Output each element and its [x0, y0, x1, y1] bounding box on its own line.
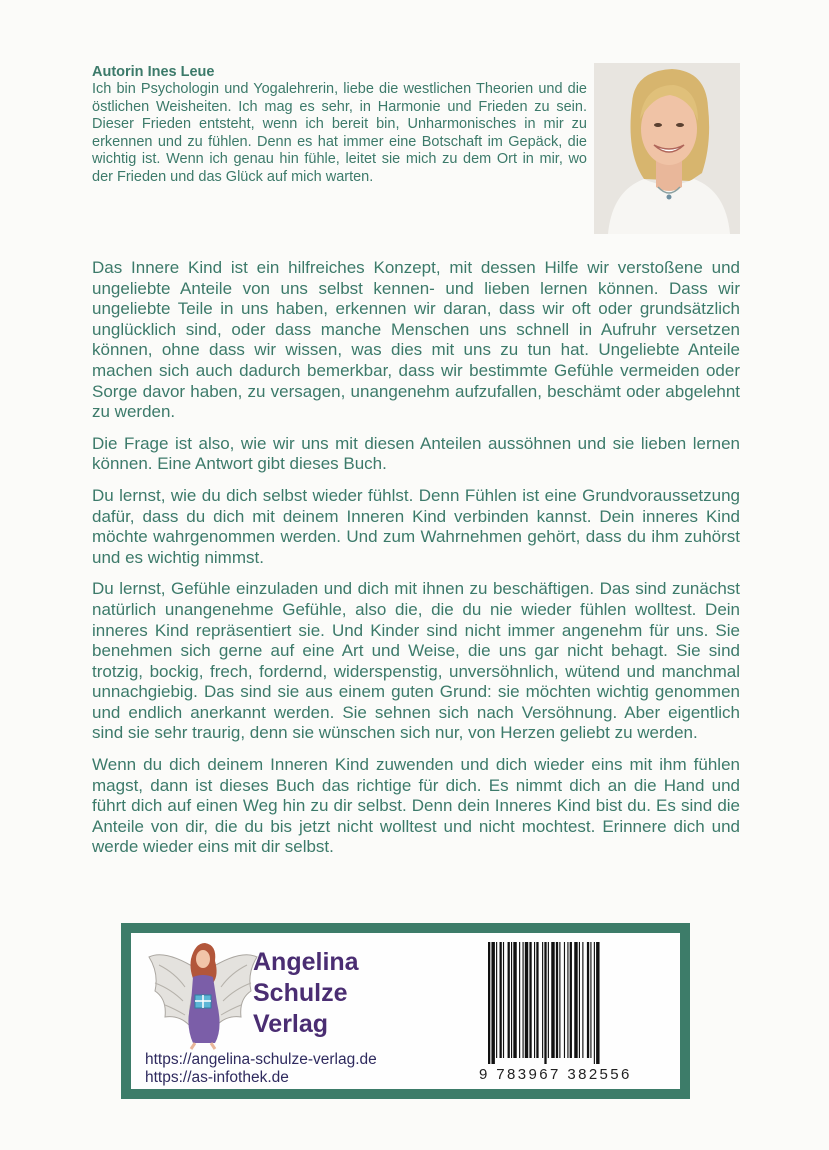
author-block — [92, 64, 587, 186]
barcode-bar — [529, 942, 531, 1058]
author-photo — [594, 63, 740, 234]
barcode-bar — [508, 942, 510, 1058]
author-portrait-image — [594, 63, 740, 234]
infothek-website-link[interactable]: https://as-infothek.de — [145, 1069, 289, 1086]
barcode-bar — [511, 942, 512, 1058]
blurb-paragraph: Du lernst, wie du dich selbst wieder fühlst. Denn Fühlen ist eine Grundvoraussetzung dafür, dass du dich mit deinem Inneren Kind verbinden kannst. Dein inneres Kind möchte wahrgenommen werden. Und zum Wahrnehmen gehört, dass du ihm zuhörst und es wichtig nimmst. — [92, 485, 740, 567]
barcode-bar — [574, 942, 577, 1058]
publisher-name-line: Angelina — [253, 948, 359, 976]
barcode-bar — [542, 942, 543, 1058]
barcode-bar — [523, 942, 524, 1058]
barcode-bar — [567, 942, 568, 1058]
blurb-paragraph: Du lernst, Gefühle einzuladen und dich mit ihnen zu beschäftigen. Das sind zunächst natürlich unangenehme Gefühle, also die, die du nie wieder fühlen wolltest. Dein inneres Kind repräsentiert sie. Und Kinder sind nicht immer angenehm für uns. Sie benehmen sich gerne auf eine Art und Weise, die uns gar nicht behagt. Sie sind trotzig, bockig, frech, fordernd, widerspenstig, unversöhnlich, wütend und manchmal unnachgiebig. Das sind sie aus einem guten Grund: sie möchten wichtig genommen und endlich anerkannt werden. Sie sehnen sich nach Versöhnung. Aber eigentlich sind sie sehr traurig, denn sie wünschen sich nur, von Herzen geliebt zu werden. — [92, 579, 740, 743]
barcode-bar — [525, 942, 528, 1058]
author-heading: Autorin Ines Leue — [92, 64, 215, 80]
barcode-bar — [500, 942, 502, 1058]
barcode-bar — [559, 942, 560, 1058]
isbn-barcode — [486, 942, 668, 1064]
publisher-name-line: Verlag — [253, 1010, 329, 1038]
barcode-bar — [536, 942, 538, 1058]
barcode-bar — [551, 942, 554, 1058]
blurb-paragraph: Wenn du dich deinem Inneren Kind zuwenden und dich wieder eins mit ihm fühlen magst, dann ist dieses Buch das richtige für dich. Es nimmt dich an die Hand und führt dich auf einen Weg hin zu dir selbst. Denn dein Inneres Kind bist du. Es sind die Anteile von dir, die du bis jetzt nicht wolltest und nicht mochtest. Erinnere dich und werde wieder eins mit dir selbst. — [92, 755, 740, 857]
barcode-bar — [513, 942, 516, 1058]
author-bio: Ich bin Psychologin und Yogalehrerin, liebe die westlichen Theorien und die östlichen Weisheiten. Ich mag es sehr, in Harmonie und Frieden zu sein. Dieser Frieden entsteht, wenn ich bereit bin, Unharmonisches in mir zu erkennen und zu fühlen. Denn es hat immer eine Botschaft im Gepäck, die wichtig ist. Wenn ich genau hin fühle, leitet sie mich zu dem Ort in mir, wo der Frieden und das Glück auf mich warten. — [92, 81, 587, 185]
barcode-bar — [491, 942, 494, 1064]
barcode-bar — [582, 942, 583, 1058]
blurb-paragraph: Das Innere Kind ist ein hilfreiches Konzept, mit dessen Hilfe wir verstoßene und ungeliebte Anteile von uns selbst kennen- und lieben lernen können. Dass wir ungeliebte Teile in uns haben, erkennen wir daran, dass wir oft oder grundsätzlich unglücklich sind, oder dass manche Menschen uns schnell in Aufruhr versetzen können, ohne dass wir wissen, was dies mit uns zu tun hat. Ungeliebte Anteile machen sich auch dadurch bemerkbar, dass wir bestimmte Gefühle vermeiden oder Sorge davor haben, zu versagen, unangenehm aufzufallen, beschämt oder abgelehnt zu werden. — [92, 258, 740, 422]
barcode-bar — [534, 942, 535, 1058]
publisher-website-link[interactable]: https://angelina-schulze-verlag.de — [145, 1051, 377, 1068]
barcode-bar — [590, 942, 591, 1058]
blurb-paragraph: Die Frage ist also, wie wir uns mit diesen Anteilen aussöhnen und sie lieben lernen können. Eine Antwort gibt dieses Buch. — [92, 433, 740, 474]
publisher-name — [253, 947, 359, 1040]
publisher-box — [121, 923, 690, 1099]
barcode-bar — [548, 942, 549, 1058]
blurb-text — [92, 258, 740, 869]
publisher-name-line: Schulze — [253, 979, 348, 1007]
barcode-bar — [544, 942, 546, 1064]
barcode-bar — [570, 942, 572, 1058]
barcode-bar — [564, 942, 565, 1058]
barcode-bar — [503, 942, 504, 1058]
barcode-bar — [594, 942, 595, 1064]
barcode-bar — [579, 942, 580, 1058]
barcode-bar — [488, 942, 490, 1064]
barcode-bar — [596, 942, 599, 1064]
barcode-bar — [519, 942, 520, 1058]
barcode-bar — [496, 942, 497, 1058]
barcode-bar — [587, 942, 589, 1058]
angel-logo-icon — [145, 939, 261, 1051]
isbn-digits: 9 783967 382556 — [479, 1066, 632, 1083]
barcode-bar — [556, 942, 558, 1058]
